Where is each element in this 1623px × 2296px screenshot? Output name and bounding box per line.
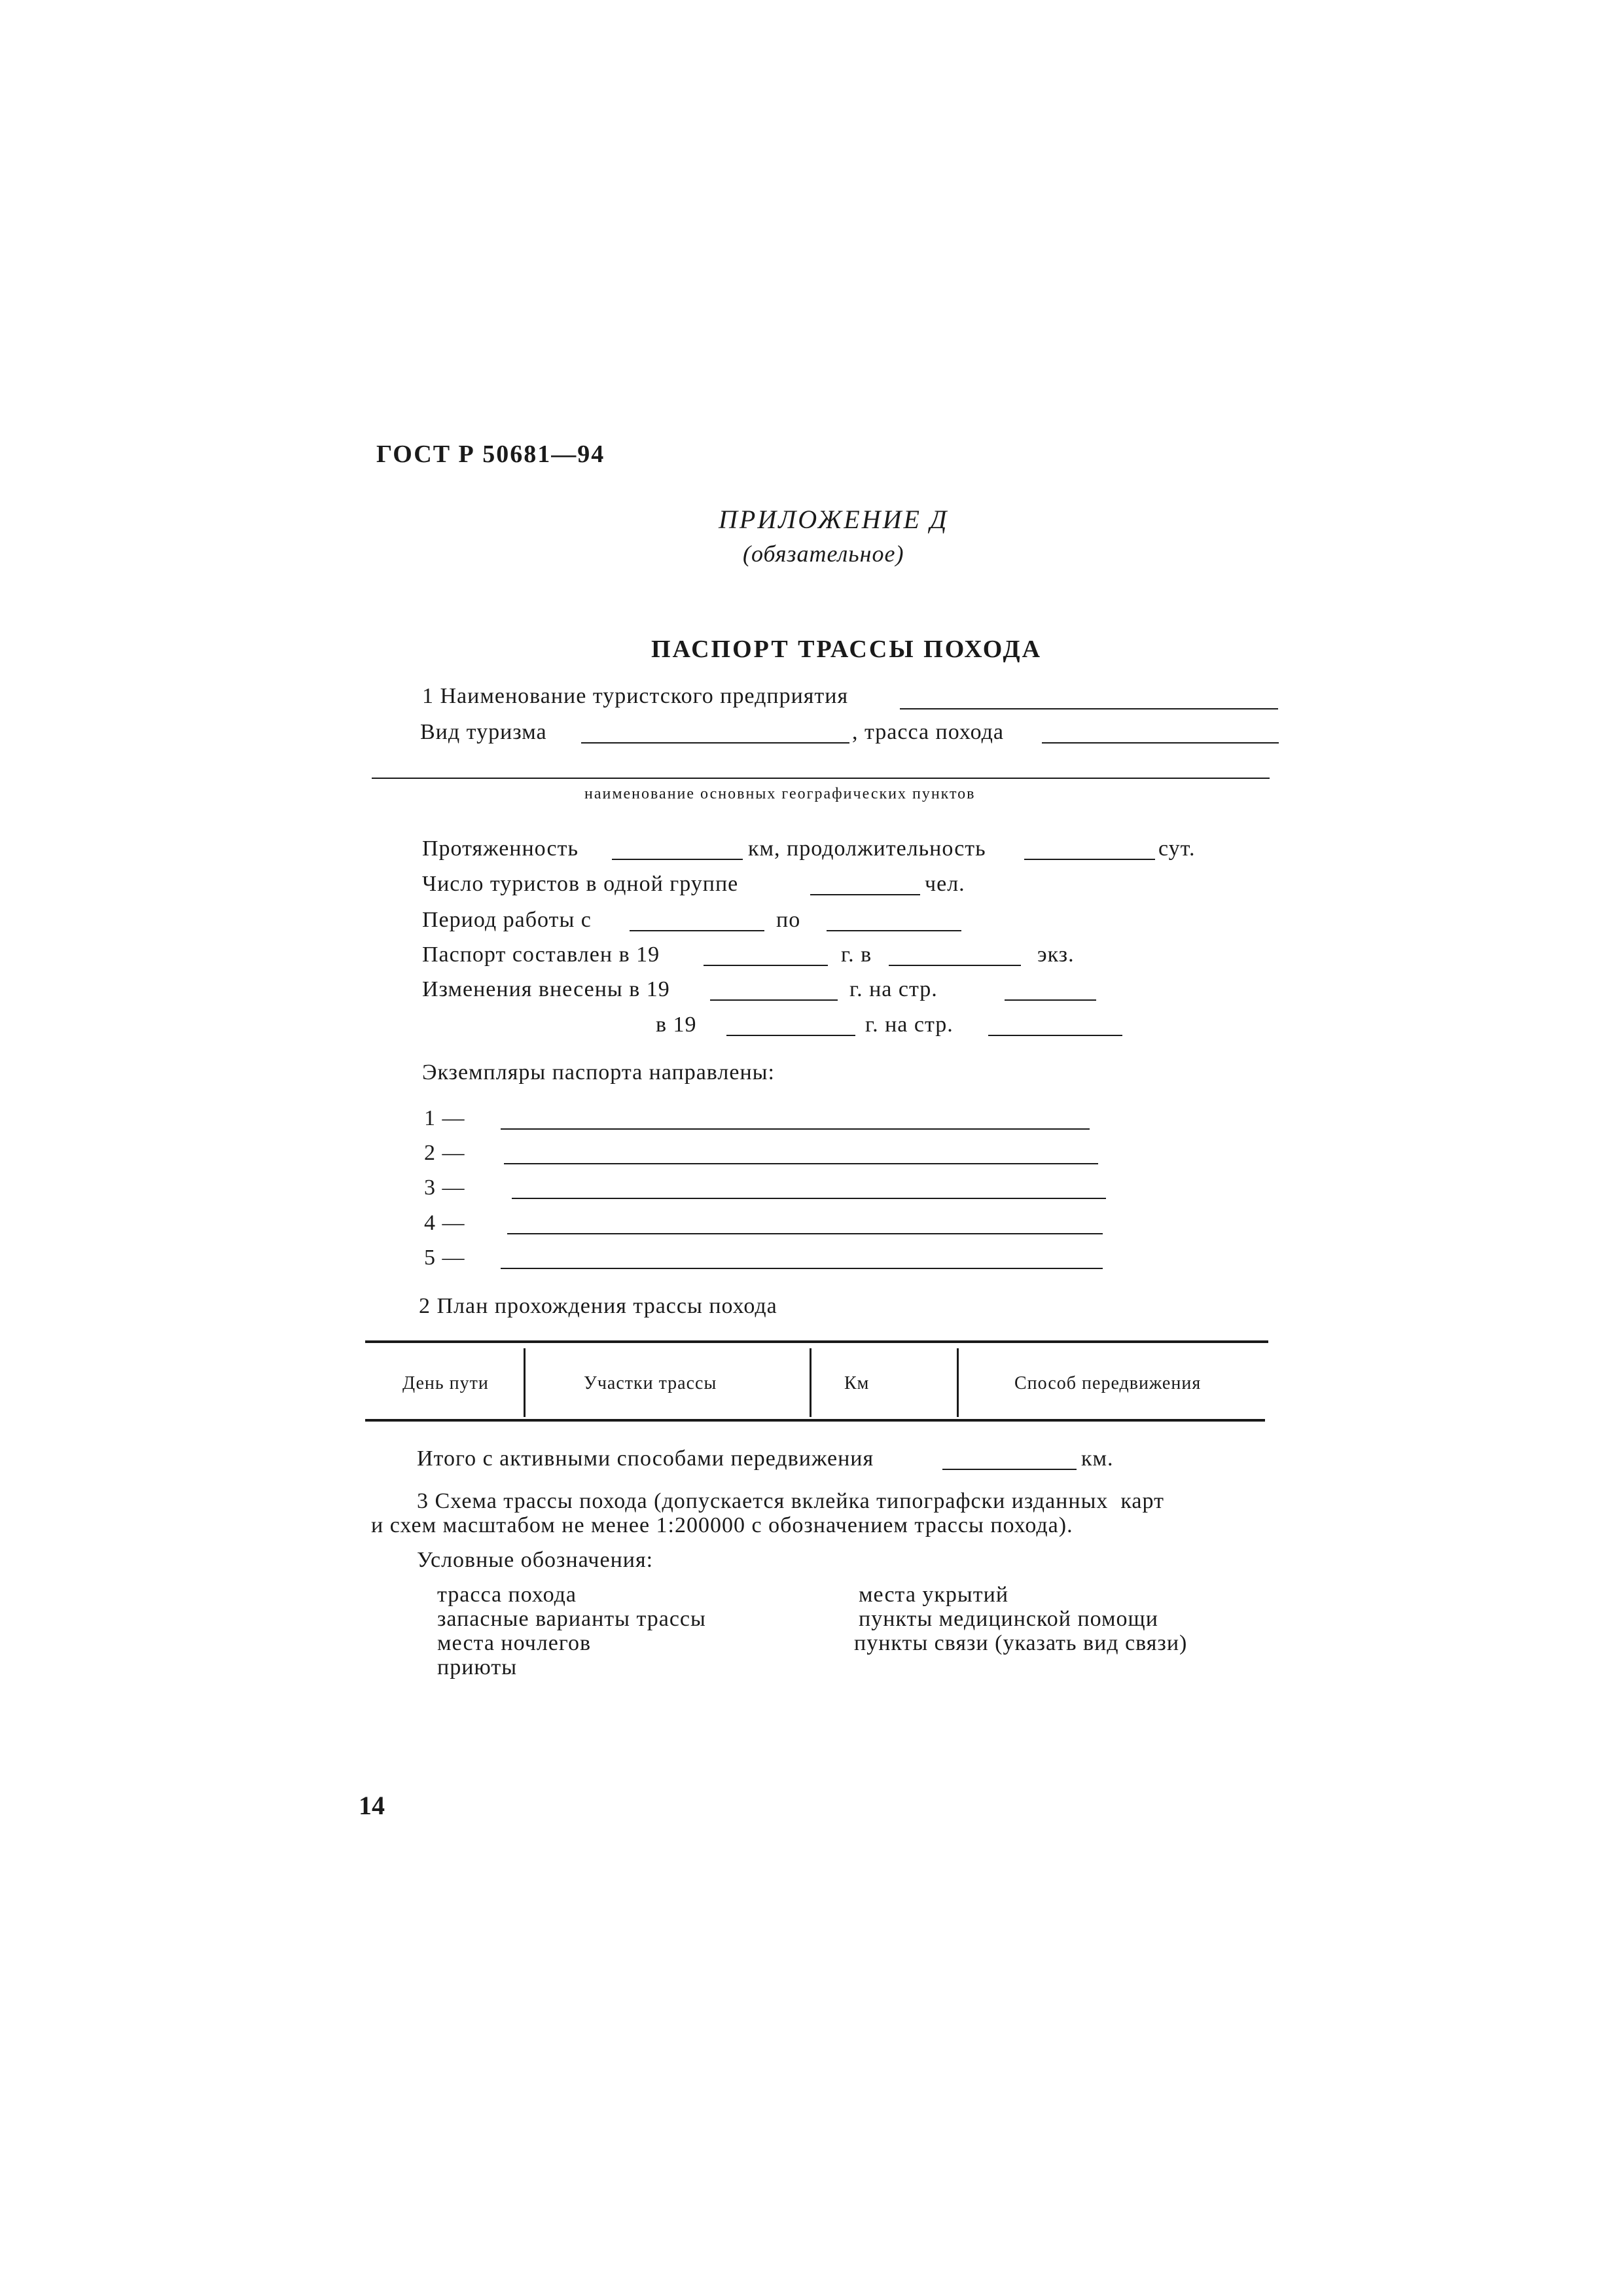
legend-item: запасные варианты трассы xyxy=(437,1607,706,1631)
route-label: , трасса похода xyxy=(852,720,1005,744)
changes-year-field[interactable] xyxy=(710,999,838,1001)
length-label: Протяженность xyxy=(422,836,579,861)
section3-text-line2: и схем масштабом не менее 1:200000 с обозначением трассы похода). xyxy=(371,1513,1073,1537)
recipient-label: 2 — xyxy=(424,1141,465,1165)
legend-item: места ночлегов xyxy=(437,1631,592,1655)
legend-item: пункты связи (указать вид связи) xyxy=(854,1631,1188,1655)
table-column-divider xyxy=(810,1348,812,1417)
recipient-field[interactable] xyxy=(501,1268,1103,1269)
copies-count-field[interactable] xyxy=(889,965,1021,966)
changes-page-label: г. на стр. xyxy=(849,977,938,1001)
recipient-field[interactable] xyxy=(504,1163,1098,1164)
table-header-rule xyxy=(365,1419,1265,1422)
recipient-label: 5 — xyxy=(424,1246,465,1270)
recipient-field[interactable] xyxy=(501,1128,1090,1130)
section3-text-line1: 3 Схема трассы похода (допускается вклейка типографски изданных карт xyxy=(417,1489,1164,1513)
length-field[interactable] xyxy=(612,859,743,860)
appendix-title: ПРИЛОЖЕНИЕ Д xyxy=(719,505,949,534)
legend-item: трасса похода xyxy=(437,1583,577,1607)
table-header-km: Км xyxy=(844,1373,870,1393)
days-unit: сут. xyxy=(1158,836,1196,861)
compiled-label: Паспорт составлен в 19 xyxy=(422,942,660,967)
table-top-rule xyxy=(365,1340,1268,1343)
legend-item: приюты xyxy=(437,1655,518,1679)
duration-label: км, продолжительность xyxy=(748,836,986,861)
tourism-type-label: Вид туризма xyxy=(420,720,547,744)
appendix-status: (обязательное) xyxy=(743,541,904,567)
enterprise-label: 1 Наименование туристского предприятия xyxy=(422,684,849,708)
active-total-field[interactable] xyxy=(942,1469,1077,1470)
group-size-label: Число туристов в одной группе xyxy=(422,872,739,896)
section2-title: 2 План прохождения трассы похода xyxy=(419,1294,777,1318)
people-unit: чел. xyxy=(925,872,965,896)
period-from-field[interactable] xyxy=(630,930,764,931)
recipient-label: 1 — xyxy=(424,1106,465,1130)
active-total-unit: км. xyxy=(1081,1446,1114,1471)
table-column-divider xyxy=(957,1348,959,1417)
changes-label: Изменения внесены в 19 xyxy=(422,977,670,1001)
duration-field[interactable] xyxy=(1024,859,1155,860)
period-to-label: по xyxy=(776,908,801,932)
geo-points-caption: наименование основных географических пунктов xyxy=(584,785,976,802)
enterprise-field[interactable] xyxy=(900,708,1278,709)
legend-item: места укрытий xyxy=(859,1583,1009,1607)
group-size-field[interactable] xyxy=(810,894,920,895)
legend-title: Условные обозначения: xyxy=(417,1548,654,1572)
changes2-year-field[interactable] xyxy=(726,1035,855,1036)
document-title: ПАСПОРТ ТРАССЫ ПОХОДА xyxy=(651,636,1043,663)
changes2-label: в 19 xyxy=(656,1013,697,1037)
standard-id: ГОСТ Р 50681—94 xyxy=(376,440,605,468)
changes2-page-label: г. на стр. xyxy=(865,1013,954,1037)
table-header-segments: Участки трассы xyxy=(584,1373,717,1393)
table-header-transport: Способ передвижения xyxy=(1014,1373,1202,1393)
table-header-day: День пути xyxy=(402,1373,489,1393)
changes-page-field[interactable] xyxy=(1005,999,1096,1001)
recipient-field[interactable] xyxy=(512,1198,1106,1199)
recipient-label: 3 — xyxy=(424,1175,465,1200)
tourism-type-field[interactable] xyxy=(581,742,849,744)
recipient-field[interactable] xyxy=(507,1233,1103,1234)
copies-unit: экз. xyxy=(1037,942,1075,967)
period-to-field[interactable] xyxy=(827,930,961,931)
table-column-divider xyxy=(524,1348,526,1417)
page-number: 14 xyxy=(359,1791,385,1820)
period-label: Период работы с xyxy=(422,908,592,932)
compiled-year-unit: г. в xyxy=(841,942,872,967)
route-field[interactable] xyxy=(1042,742,1279,744)
legend-item: пункты медицинской помощи xyxy=(859,1607,1158,1631)
recipient-label: 4 — xyxy=(424,1211,465,1235)
compiled-year-field[interactable] xyxy=(704,965,828,966)
geo-points-field[interactable] xyxy=(372,778,1270,779)
active-total-label: Итого с активными способами передвижения xyxy=(417,1446,874,1471)
changes2-page-field[interactable] xyxy=(988,1035,1122,1036)
copies-sent-label: Экземпляры паспорта направлены: xyxy=(422,1060,775,1085)
